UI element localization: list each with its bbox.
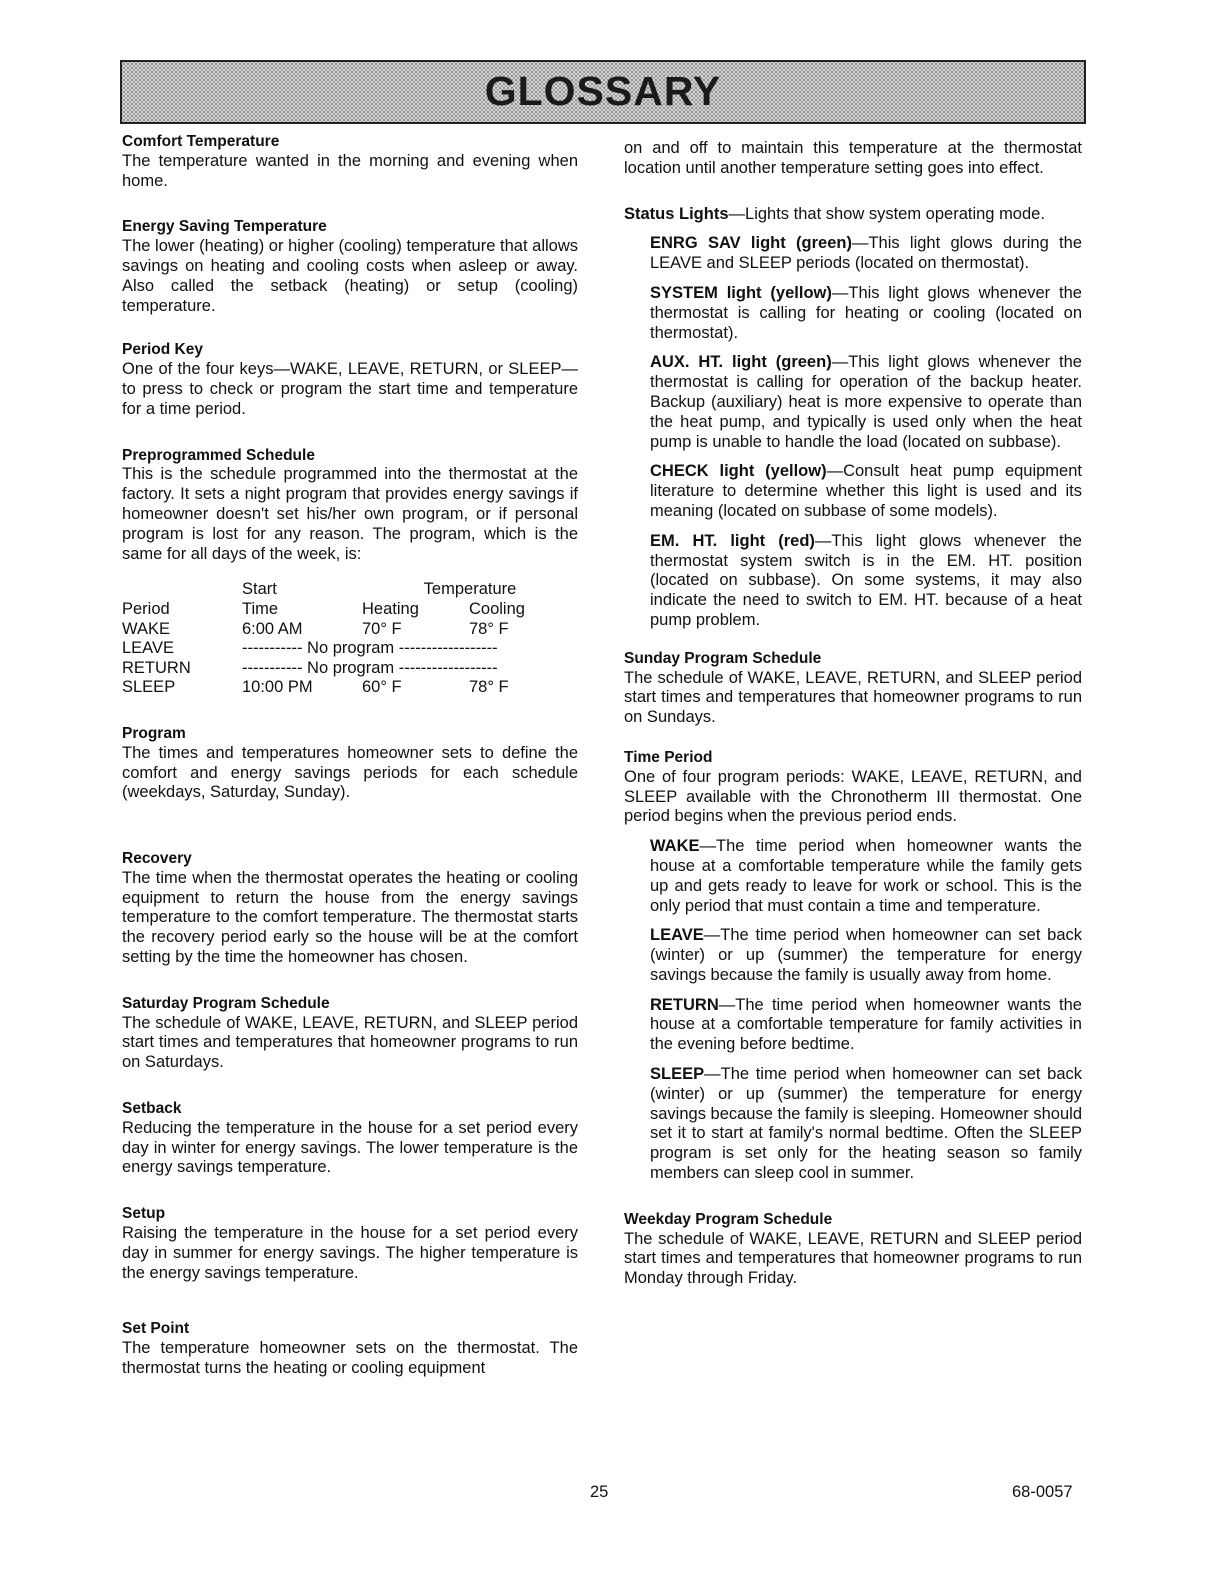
- row-time: 10:00 PM: [242, 678, 313, 697]
- definition-text: The lower (heating) or higher (cooling) temperature that allows savings on heating and cooling costs when asleep or away. Also called the setback (heating) or setup (cooling) temperature.: [122, 237, 578, 315]
- term-heading: Status Lights: [624, 204, 729, 223]
- row-period: LEAVE: [122, 639, 174, 658]
- term-heading: LEAVE: [650, 926, 704, 945]
- header-time: Time: [242, 599, 279, 618]
- table-row: [122, 620, 578, 640]
- row-time: 6:00 AM: [242, 619, 303, 638]
- row-no-program: ----------- No program ------------------: [242, 658, 498, 677]
- row-period: RETURN: [122, 658, 191, 677]
- entry-em-ht-light: [650, 532, 1082, 631]
- status-lights-definition: [624, 205, 1082, 225]
- row-no-program: ----------- No program ------------------: [242, 639, 498, 658]
- entry-time-period: [624, 748, 1082, 827]
- definition-text: —Lights that show system operating mode.: [728, 204, 1045, 223]
- entry-comfort-temperature: [122, 132, 578, 191]
- term-heading: EM. HT. light (red): [650, 531, 815, 550]
- term-heading: Saturday Program Schedule: [122, 994, 330, 1012]
- entry-saturday-program-schedule: [122, 994, 578, 1073]
- row-period: SLEEP: [122, 678, 176, 697]
- entry-sleep-period: [650, 1065, 1082, 1184]
- table-row: [122, 678, 578, 698]
- entry-system-light: [650, 284, 1082, 343]
- entry-check-light: [650, 462, 1082, 521]
- definition-text: The schedule of WAKE, LEAVE, RETURN, and SLEEP period start times and temperatures that homeowner programs to run on Saturdays.: [122, 1013, 578, 1072]
- entry-setback: [122, 1099, 578, 1178]
- term-heading: Preprogrammed Schedule: [122, 446, 315, 464]
- header-heating: Heating: [362, 599, 419, 618]
- term-heading: ENRG SAV light (green): [650, 234, 852, 253]
- definition-text: —The time period when homeowner can set back (winter) or up (summer) the temperature for energy savings because the family is usually away from home.: [650, 926, 1082, 984]
- entry-aux-ht-light: [650, 353, 1082, 452]
- header-start: Start: [242, 580, 277, 599]
- entry-preprogrammed-schedule: [122, 446, 578, 565]
- term-heading: Energy Saving Temperature: [122, 218, 327, 236]
- entry-set-point: [122, 1319, 578, 1378]
- definition-text: —This light glows during the LEAVE and SLEEP periods (located on thermostat).: [650, 234, 1082, 273]
- table-row: [122, 659, 578, 679]
- definition-text: Raising the temperature in the house for a set period every day in summer for energy savings. The higher temperature is the energy savings temperature.: [122, 1224, 578, 1282]
- definition-text: The temperature wanted in the morning and evening when home.: [122, 151, 578, 190]
- term-heading: SYSTEM light (yellow): [650, 283, 832, 302]
- definition-text: This is the schedule programmed into the thermostat at the factory. It sets a night program that provides energy savings if homeowner doesn't set his/her own program, or if personal program is lost for any reason. The program, which is the same for all days of the week, is:: [122, 465, 578, 563]
- definition-text: The schedule of WAKE, LEAVE, RETURN and SLEEP period start times and temperatures that homeowner programs to run Monday through Friday.: [624, 1229, 1082, 1288]
- term-heading: Recovery: [122, 850, 192, 868]
- definition-text: —The time period when homeowner wants the house at a comfortable temperature while the family gets up and gets ready to leave for work or school. This is the only period that must contain a time and temperature.: [650, 837, 1082, 915]
- entry-weekday-program-schedule: [624, 1210, 1082, 1289]
- row-cooling: 78° F: [469, 619, 509, 638]
- document-number: 68-0057: [1012, 1483, 1073, 1501]
- definition-text: The temperature homeowner sets on the thermostat. The thermostat turns the heating or cooling equipment: [122, 1339, 578, 1378]
- set-point-continued-text: on and off to maintain this temperature at the thermostat location until another temperature setting goes into effect.: [624, 139, 1082, 177]
- preprogrammed-schedule-table: [122, 580, 578, 698]
- entry-setup: [122, 1204, 578, 1283]
- entry-enrg-sav-light: [650, 234, 1082, 274]
- row-period: WAKE: [122, 619, 170, 638]
- term-heading: Period Key: [122, 341, 203, 359]
- table-row: [122, 639, 578, 659]
- row-heating: 60° F: [362, 678, 402, 697]
- term-heading: Weekday Program Schedule: [624, 1210, 833, 1228]
- term-heading: SLEEP: [650, 1065, 705, 1084]
- row-cooling: 78° F: [469, 678, 509, 697]
- definition-text: One of four program periods: WAKE, LEAVE, RETURN, and SLEEP available with the Chronotherm III thermostat. One period begins when the previous period ends.: [624, 767, 1082, 826]
- definition-text: —This light glows whenever the thermostat is calling for operation of the backup heater. Backup (auxiliary) heat is more expensive to operate than the heat pump, and typically is used only when the heat pump is unable to handle the load (located on subbase).: [650, 353, 1082, 451]
- entry-status-lights: [624, 205, 1082, 225]
- glossary-banner: [120, 60, 1086, 124]
- term-heading: Sunday Program Schedule: [624, 649, 822, 667]
- term-heading: WAKE: [650, 837, 700, 856]
- entry-return-period: [650, 996, 1082, 1055]
- definition-text: The times and temperatures homeowner sets to define the comfort and energy savings periods for each schedule (weekdays, Saturday, Sunday).: [122, 743, 578, 802]
- term-heading: Program: [122, 724, 186, 742]
- entry-sunday-program-schedule: [624, 649, 1082, 728]
- definition-text: —Consult heat pump equipment literature to determine whether this light is used and its meaning (located on subbase of some models).: [650, 462, 1082, 520]
- definition-text: —This light glows whenever the thermostat is calling for heating or cooling (located on thermostat).: [650, 283, 1082, 342]
- definition-text: Reducing the temperature in the house for a set period every day in winter for energy savings. The lower temperature is the energy savings temperature.: [122, 1118, 578, 1177]
- term-heading: Set Point: [122, 1320, 190, 1338]
- header-temperature: Temperature: [423, 580, 517, 599]
- definition-text: One of the four keys—WAKE, LEAVE, RETURN, or SLEEP—to press to check or program the start time and temperature for a time period.: [122, 360, 578, 418]
- term-heading: Setup: [122, 1205, 166, 1223]
- entry-recovery: [122, 849, 578, 968]
- entry-program: [122, 724, 578, 803]
- right-column: [624, 139, 1082, 1289]
- term-heading: CHECK light (yellow): [650, 462, 827, 481]
- definition-text: The schedule of WAKE, LEAVE, RETURN, and SLEEP period start times and temperatures that homeowner programs to run on Sundays.: [624, 668, 1082, 727]
- definition-text: —The time period when homeowner can set back (winter) or up (summer) the temperature for energy savings because the family is sleeping. Homeowner should set it to start at family's normal bedtime. Often the SLEEP program is set only for the heating season so family members can sleep cool in summer.: [650, 1065, 1082, 1183]
- row-heating: 70° F: [362, 619, 402, 638]
- term-heading: Setback: [122, 1100, 182, 1118]
- entry-period-key: [122, 340, 578, 419]
- header-cooling: Cooling: [469, 599, 525, 618]
- term-heading: Comfort Temperature: [122, 133, 280, 150]
- definition-text: —This light glows whenever the thermostat system switch is in the EM. HT. position (located on subbase). On some systems, it may also indicate the need to switch to EM. HT. because of a heat pump problem.: [650, 531, 1082, 629]
- definition-text: The time when the thermostat operates the heating or cooling equipment to return the house from the energy savings temperature to the comfort temperature. The thermostat starts the recovery period early so the house will be at the comfort setting by the time the homeowner has chosen.: [122, 868, 578, 967]
- page-number: 25: [590, 1483, 609, 1501]
- page-title: GLOSSARY: [484, 68, 722, 114]
- term-heading: Time Period: [624, 748, 713, 766]
- entry-leave-period: [650, 926, 1082, 985]
- definition-text: —The time period when homeowner wants the house at a comfortable temperature for family activities in the evening before bedtime.: [650, 995, 1082, 1054]
- left-column: [122, 132, 578, 1379]
- term-heading: AUX. HT. light (green): [650, 353, 832, 372]
- header-period: Period: [122, 599, 170, 618]
- entry-wake-period: [650, 837, 1082, 916]
- term-heading: RETURN: [650, 995, 719, 1014]
- entry-energy-saving-temperature: [122, 217, 578, 316]
